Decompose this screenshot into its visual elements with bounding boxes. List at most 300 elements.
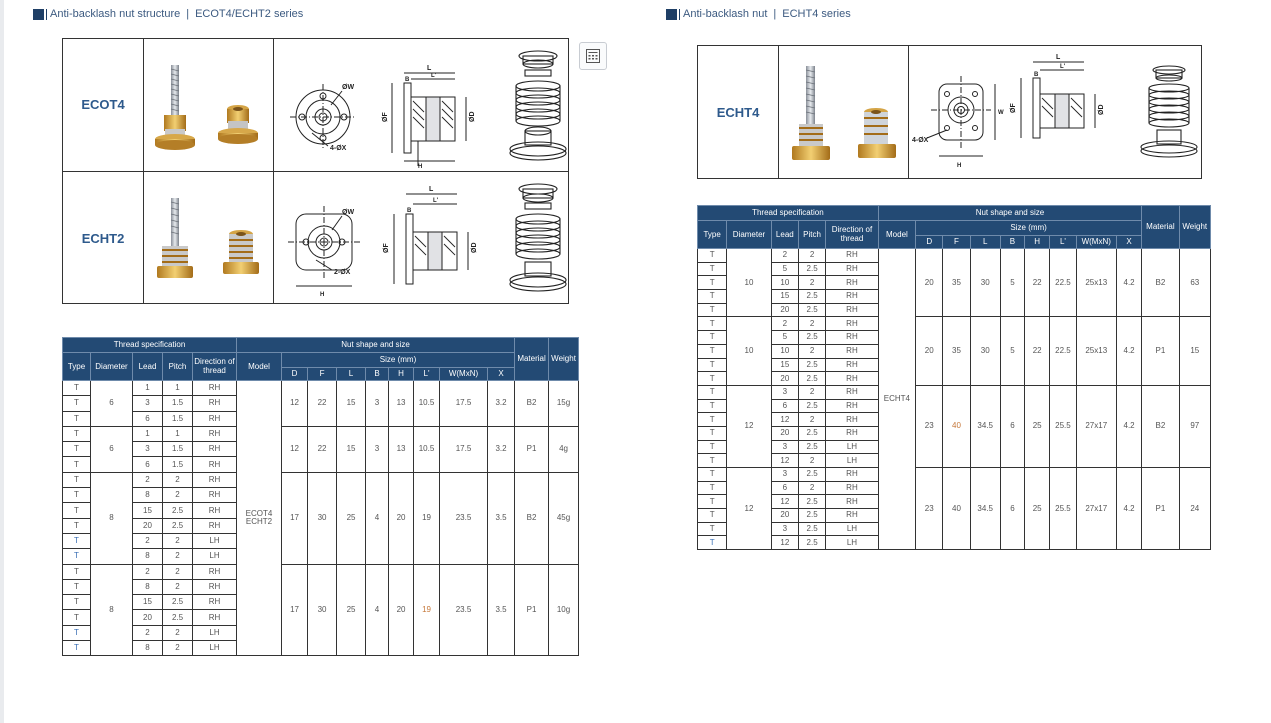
type-cell: T	[698, 468, 727, 482]
echt4-technical-drawing	[911, 48, 1201, 176]
weight-cell: 4g	[549, 426, 579, 472]
direction-cell: RH	[193, 426, 237, 441]
title-bar-icon	[46, 9, 47, 20]
calculator-glyph-icon	[585, 48, 601, 64]
direction-cell: RH	[826, 509, 879, 523]
header-model: Model	[237, 353, 282, 381]
diameter-cell: 12	[727, 468, 771, 550]
size-w-cell: 17.5	[440, 426, 488, 472]
svg-text:ØF: ØF	[1010, 103, 1017, 113]
right-section-title	[666, 8, 851, 20]
pitch-cell: 2	[163, 549, 193, 564]
svg-text:ØD: ØD	[1098, 104, 1105, 115]
size-d-cell: 20	[916, 317, 943, 385]
material-cell: B2	[1142, 385, 1179, 467]
direction-cell: LH	[193, 641, 237, 656]
weight-cell: 97	[1179, 385, 1210, 467]
size-f-cell: 35	[943, 249, 970, 317]
weight-cell: 24	[1179, 468, 1210, 550]
lead-cell: 3	[133, 396, 163, 411]
header-size-col: W(MxN)	[440, 368, 488, 381]
direction-cell: LH	[826, 454, 879, 468]
header-size-col: L	[337, 368, 366, 381]
size-l-cell: 25	[337, 472, 366, 564]
svg-text:H: H	[418, 164, 423, 169]
svg-text:B: B	[1034, 72, 1039, 78]
svg-text:ØF: ØF	[382, 112, 389, 122]
lead-cell: 1	[133, 426, 163, 441]
lead-cell: 15	[771, 290, 798, 304]
header-size-col: W(MxN)	[1076, 236, 1116, 249]
direction-cell: RH	[826, 262, 879, 276]
size-h-cell: 25	[1025, 468, 1050, 550]
size-x-cell: 4.2	[1116, 385, 1141, 467]
header-size-col: X	[488, 368, 515, 381]
table-row	[698, 385, 1211, 399]
pitch-cell: 2.5	[798, 536, 825, 550]
lead-cell: 10	[771, 344, 798, 358]
type-cell: T	[698, 276, 727, 290]
direction-cell: RH	[826, 385, 879, 399]
echt2-technical-drawing	[276, 174, 568, 302]
pitch-cell: 2	[798, 317, 825, 331]
size-w-cell: 25x13	[1076, 317, 1116, 385]
type-cell: T	[63, 472, 91, 487]
size-b-cell: 4	[366, 564, 389, 656]
svg-text:L: L	[429, 186, 434, 193]
size-f-cell: 30	[308, 564, 337, 656]
size-h-cell: 20	[389, 472, 414, 564]
direction-cell: LH	[826, 440, 879, 454]
svg-text:4-ØX: 4-ØX	[912, 137, 929, 144]
type-cell: T	[63, 457, 91, 472]
svg-text:B: B	[405, 77, 410, 83]
svg-text:B: B	[407, 208, 412, 214]
direction-cell: RH	[193, 472, 237, 487]
direction-cell: RH	[826, 481, 879, 495]
type-cell: T	[698, 536, 727, 550]
direction-cell: RH	[826, 290, 879, 304]
right-title-separator: |	[773, 8, 777, 20]
lead-cell: 3	[771, 440, 798, 454]
pitch-cell: 2	[163, 579, 193, 594]
size-l-cell: 25	[337, 564, 366, 656]
header-size-col: B	[1000, 236, 1024, 249]
size-l-cell: 15	[337, 426, 366, 472]
type-cell: T	[698, 413, 727, 427]
model-cell: ECHT4	[878, 249, 915, 550]
direction-cell: RH	[826, 399, 879, 413]
size-w-cell: 27x17	[1076, 468, 1116, 550]
lead-cell: 20	[771, 303, 798, 317]
direction-cell: LH	[193, 549, 237, 564]
header-size-col: X	[1116, 236, 1141, 249]
size-x-cell: 4.2	[1116, 468, 1141, 550]
header-type: Type	[698, 221, 727, 249]
pitch-cell: 2	[163, 533, 193, 548]
size-h-cell: 22	[1025, 317, 1050, 385]
header-size-col: F	[308, 368, 337, 381]
pitch-cell: 2	[163, 488, 193, 503]
header-pitch: Pitch	[798, 221, 825, 249]
size-w-cell: 23.5	[440, 472, 488, 564]
direction-cell: RH	[826, 495, 879, 509]
model-label-ecot4: ECOT4	[81, 97, 125, 112]
type-cell: T	[63, 381, 91, 396]
size-l-cell: 30	[970, 317, 1000, 385]
type-cell: T	[698, 372, 727, 386]
lead-cell: 8	[133, 641, 163, 656]
left-title-text: Anti-backlash nut structure	[50, 8, 181, 20]
model-cell: ECOT4 ECHT2	[237, 381, 282, 656]
pitch-cell: 2.5	[798, 522, 825, 536]
size-lprime-cell: 22.5	[1050, 317, 1076, 385]
pitch-cell: 2.5	[798, 399, 825, 413]
right-spec-table	[697, 205, 1211, 550]
size-w-cell: 25x13	[1076, 249, 1116, 317]
type-cell: T	[698, 495, 727, 509]
pitch-cell: 2.5	[798, 495, 825, 509]
header-size: Size (mm)	[916, 221, 1142, 236]
svg-text:ØD: ØD	[471, 242, 478, 253]
size-h-cell: 13	[389, 426, 414, 472]
type-cell: T	[698, 317, 727, 331]
type-cell: T	[63, 411, 91, 426]
svg-text:ØF: ØF	[383, 243, 390, 253]
size-d-cell: 17	[282, 472, 308, 564]
size-x-cell: 4.2	[1116, 249, 1141, 317]
size-b-cell: 3	[366, 381, 389, 427]
lead-cell: 2	[133, 564, 163, 579]
header-diameter: Diameter	[91, 353, 133, 381]
header-size-col: B	[366, 368, 389, 381]
lead-cell: 20	[133, 610, 163, 625]
header-nut-shape: Nut shape and size	[237, 338, 515, 353]
lead-cell: 5	[771, 262, 798, 276]
direction-cell: RH	[193, 595, 237, 610]
size-d-cell: 23	[916, 385, 943, 467]
type-cell: T	[698, 249, 727, 263]
pitch-cell: 2	[798, 344, 825, 358]
svg-text:L': L'	[1060, 64, 1066, 70]
diameter-cell: 10	[727, 317, 771, 385]
lead-cell: 6	[133, 411, 163, 426]
type-cell: T	[698, 522, 727, 536]
size-f-cell: 22	[308, 381, 337, 427]
diameter-cell: 8	[91, 564, 133, 656]
header-pitch: Pitch	[163, 353, 193, 381]
lead-cell: 2	[771, 317, 798, 331]
pitch-cell: 2	[163, 564, 193, 579]
size-f-cell: 30	[308, 472, 337, 564]
lead-cell: 1	[133, 381, 163, 396]
lead-cell: 20	[771, 372, 798, 386]
weight-cell: 15g	[549, 381, 579, 427]
type-cell: T	[698, 454, 727, 468]
direction-cell: LH	[193, 533, 237, 548]
size-b-cell: 5	[1000, 249, 1024, 317]
direction-cell: RH	[193, 396, 237, 411]
size-f-cell: 22	[308, 426, 337, 472]
type-cell: T	[698, 426, 727, 440]
lead-cell: 20	[771, 509, 798, 523]
lead-cell: 2	[133, 625, 163, 640]
type-cell: T	[698, 399, 727, 413]
header-size-col: D	[282, 368, 308, 381]
material-cell: B2	[515, 472, 549, 564]
size-lprime-cell: 25.5	[1050, 385, 1076, 467]
weight-cell: 45g	[549, 472, 579, 564]
header-size-col: H	[1025, 236, 1050, 249]
size-l-cell: 34.5	[970, 385, 1000, 467]
left-section-title	[33, 8, 303, 20]
header-direction: Direction of thread	[826, 221, 879, 249]
size-h-cell: 20	[389, 564, 414, 656]
header-size-col: L'	[1050, 236, 1076, 249]
size-w-cell: 23.5	[440, 564, 488, 656]
size-d-cell: 17	[282, 564, 308, 656]
size-lprime-cell: 19	[414, 564, 440, 656]
type-cell: T	[63, 595, 91, 610]
svg-text:H: H	[320, 292, 325, 298]
pitch-cell: 1.5	[163, 457, 193, 472]
pitch-cell: 2.5	[798, 290, 825, 304]
header-material: Material	[515, 338, 549, 381]
lead-cell: 8	[133, 579, 163, 594]
type-cell: T	[63, 610, 91, 625]
svg-text:ØW: ØW	[342, 209, 355, 216]
pitch-cell: 2	[798, 454, 825, 468]
svg-text:W: W	[998, 110, 1004, 116]
size-d-cell: 20	[916, 249, 943, 317]
direction-cell: RH	[193, 381, 237, 396]
size-f-cell: 40	[943, 468, 970, 550]
drawing-label-ow: ØW	[342, 84, 355, 91]
left-title-separator: |	[186, 8, 190, 20]
drawing-label-4ox: 4-ØX	[330, 145, 347, 152]
direction-cell: RH	[826, 413, 879, 427]
svg-text:L': L'	[433, 198, 439, 204]
size-f-cell: 40	[943, 385, 970, 467]
lead-cell: 12	[771, 495, 798, 509]
direction-cell: RH	[826, 426, 879, 440]
size-b-cell: 5	[1000, 317, 1024, 385]
title-square-icon	[666, 9, 677, 20]
size-x-cell: 3.2	[488, 381, 515, 427]
header-nut-shape: Nut shape and size	[878, 206, 1141, 221]
type-cell: T	[698, 303, 727, 317]
header-size-col: L'	[414, 368, 440, 381]
header-weight: Weight	[1179, 206, 1210, 249]
size-d-cell: 23	[916, 468, 943, 550]
size-lprime-cell: 10.5	[414, 381, 440, 427]
material-cell: P1	[515, 426, 549, 472]
direction-cell: RH	[826, 317, 879, 331]
header-size-col: H	[389, 368, 414, 381]
direction-cell: RH	[193, 411, 237, 426]
type-cell: T	[63, 533, 91, 548]
ecot4-product-photo	[145, 41, 271, 169]
right-title-text: Anti-backlash nut	[683, 8, 768, 20]
direction-cell: RH	[193, 503, 237, 518]
pitch-cell: 2	[798, 385, 825, 399]
model-label-echt4: ECHT4	[716, 105, 760, 120]
right-product-table	[697, 45, 1202, 179]
pitch-cell: 2	[798, 249, 825, 263]
direction-cell: LH	[826, 536, 879, 550]
lead-cell: 2	[133, 472, 163, 487]
material-cell: P1	[515, 564, 549, 656]
pitch-cell: 1	[163, 381, 193, 396]
lead-cell: 20	[771, 426, 798, 440]
type-cell: T	[63, 579, 91, 594]
table-row	[63, 381, 579, 396]
pitch-cell: 2	[798, 276, 825, 290]
svg-text:L: L	[427, 65, 432, 72]
direction-cell: LH	[193, 625, 237, 640]
direction-cell: RH	[826, 303, 879, 317]
header-direction: Direction of thread	[193, 353, 237, 381]
lead-cell: 3	[133, 442, 163, 457]
size-l-cell: 30	[970, 249, 1000, 317]
weight-cell: 15	[1179, 317, 1210, 385]
type-cell: T	[63, 426, 91, 441]
model-label-echt2: ECHT2	[81, 231, 125, 246]
type-cell: T	[63, 518, 91, 533]
lead-cell: 15	[133, 595, 163, 610]
type-cell: T	[698, 481, 727, 495]
header-weight: Weight	[549, 338, 579, 381]
direction-cell: RH	[826, 468, 879, 482]
lead-cell: 8	[133, 549, 163, 564]
lead-cell: 3	[771, 522, 798, 536]
calculator-icon[interactable]	[579, 42, 607, 70]
pitch-cell: 2.5	[798, 509, 825, 523]
size-x-cell: 3.2	[488, 426, 515, 472]
svg-text:ØD: ØD	[469, 111, 476, 122]
lead-cell: 3	[771, 468, 798, 482]
svg-text:H: H	[957, 163, 962, 169]
material-cell: B2	[515, 381, 549, 427]
diameter-cell: 8	[91, 472, 133, 564]
size-b-cell: 4	[366, 472, 389, 564]
type-cell: T	[63, 564, 91, 579]
size-w-cell: 17.5	[440, 381, 488, 427]
table-row	[63, 472, 579, 487]
direction-cell: RH	[193, 564, 237, 579]
pitch-cell: 2.5	[163, 610, 193, 625]
size-d-cell: 12	[282, 426, 308, 472]
right-series-text: ECHT4 series	[782, 8, 851, 20]
direction-cell: RH	[193, 518, 237, 533]
header-lead: Lead	[133, 353, 163, 381]
direction-cell: RH	[826, 276, 879, 290]
direction-cell: RH	[193, 610, 237, 625]
pitch-cell: 2.5	[798, 303, 825, 317]
pitch-cell: 2.5	[798, 331, 825, 345]
lead-cell: 8	[133, 488, 163, 503]
direction-cell: RH	[826, 249, 879, 263]
table-row	[63, 564, 579, 579]
table-row	[63, 426, 579, 441]
direction-cell: RH	[193, 457, 237, 472]
type-cell: T	[698, 358, 727, 372]
lead-cell: 12	[771, 536, 798, 550]
diameter-cell: 6	[91, 426, 133, 472]
header-lead: Lead	[771, 221, 798, 249]
lead-cell: 12	[771, 413, 798, 427]
type-cell: T	[63, 442, 91, 457]
pitch-cell: 2	[163, 472, 193, 487]
lead-cell: 2	[133, 533, 163, 548]
direction-cell: RH	[193, 442, 237, 457]
lead-cell: 6	[133, 457, 163, 472]
pitch-cell: 2.5	[798, 468, 825, 482]
page-left-edge	[0, 0, 4, 723]
table-row	[698, 249, 1211, 263]
pitch-cell: 2	[163, 641, 193, 656]
type-cell: T	[63, 625, 91, 640]
size-h-cell: 13	[389, 381, 414, 427]
header-size: Size (mm)	[282, 353, 515, 368]
size-d-cell: 12	[282, 381, 308, 427]
type-cell: T	[63, 488, 91, 503]
type-cell: T	[698, 509, 727, 523]
size-b-cell: 3	[366, 426, 389, 472]
size-lprime-cell: 10.5	[414, 426, 440, 472]
svg-text:L: L	[1056, 54, 1061, 61]
lead-cell: 6	[771, 399, 798, 413]
size-lprime-cell: 19	[414, 472, 440, 564]
type-cell: T	[698, 290, 727, 304]
diameter-cell: 10	[727, 249, 771, 317]
size-lprime-cell: 22.5	[1050, 249, 1076, 317]
size-h-cell: 25	[1025, 385, 1050, 467]
pitch-cell: 1.5	[163, 442, 193, 457]
ecot4-technical-drawing	[276, 41, 568, 169]
header-size-col: L	[970, 236, 1000, 249]
direction-cell: LH	[826, 522, 879, 536]
pitch-cell: 1.5	[163, 396, 193, 411]
table-row	[698, 468, 1211, 482]
type-cell: T	[698, 262, 727, 276]
left-spec-table	[62, 337, 579, 656]
type-cell: T	[698, 385, 727, 399]
header-diameter: Diameter	[727, 221, 771, 249]
diameter-cell: 6	[91, 381, 133, 427]
header-type: Type	[63, 353, 91, 381]
pitch-cell: 2.5	[798, 440, 825, 454]
header-size-col: F	[943, 236, 970, 249]
direction-cell: RH	[826, 372, 879, 386]
pitch-cell: 2.5	[798, 358, 825, 372]
size-h-cell: 22	[1025, 249, 1050, 317]
pitch-cell: 2.5	[798, 426, 825, 440]
pitch-cell: 2.5	[163, 595, 193, 610]
lead-cell: 15	[133, 503, 163, 518]
type-cell: T	[698, 440, 727, 454]
type-cell: T	[698, 331, 727, 345]
title-square-icon	[33, 9, 44, 20]
left-product-table	[62, 38, 569, 304]
lead-cell: 3	[771, 385, 798, 399]
lead-cell: 20	[133, 518, 163, 533]
type-cell: T	[63, 396, 91, 411]
weight-cell: 10g	[549, 564, 579, 656]
direction-cell: RH	[826, 331, 879, 345]
direction-cell: RH	[193, 488, 237, 503]
type-cell: T	[63, 641, 91, 656]
